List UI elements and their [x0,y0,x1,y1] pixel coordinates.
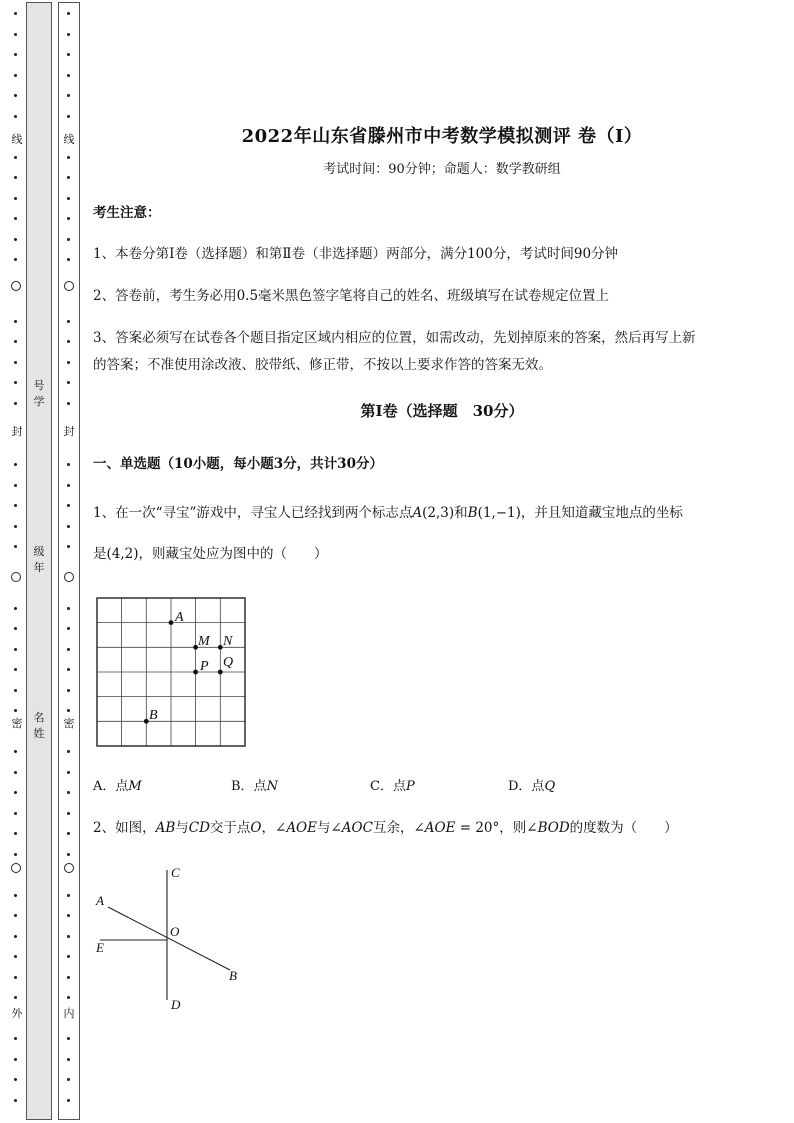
q1-text-post: ，并且知道藏宝地点的坐标 [520,505,683,521]
q1-option-a[interactable]: A．点M [93,779,142,794]
binding-dot [67,648,70,651]
binding-dot [67,709,70,712]
binding-dot [14,258,17,261]
binding-dot [14,525,17,528]
binding-circle [64,572,74,582]
binding-dot [67,238,70,241]
binding-circle [11,572,21,582]
binding-dot [67,791,70,794]
binding-dot [67,484,70,487]
binding-dot [67,94,70,97]
notice-item-1: 1、本卷分第I卷（选择题）和第Ⅱ卷（非选择题）两部分，满分100分，考试时间90分钟 [93,246,619,262]
binding-dot [14,197,17,200]
binding-dot [67,750,70,753]
binding-dot [14,53,17,56]
binding-dot [14,607,17,610]
binding-dot [67,832,70,835]
q1-coord-b: (1,−1) [477,505,521,521]
q1-option-c[interactable]: C．点P [370,779,415,794]
binding-dot [14,832,17,835]
binding-dot [67,955,70,958]
grid-point-n [218,645,223,650]
binding-dot [14,750,17,753]
binding-dot [67,217,70,220]
binding-dot [67,894,70,897]
binding-dot [14,894,17,897]
binding-dot [67,1037,70,1040]
q1-point-b: B [467,505,478,521]
binding-dot [14,627,17,630]
notice-item-2: 2、答卷前，考生务必用0.5毫米黑色签字笔将自己的姓名、班级填写在试卷规定位置上 [93,288,610,304]
binding-dot [67,320,70,323]
binding-dot [14,361,17,364]
binding-dot [14,812,17,815]
binding-dot [14,1078,17,1081]
binding-dot [14,935,17,938]
binding-dot [14,1037,17,1040]
binding-dot [14,340,17,343]
section-heading: 一、单选题（10小题，每小题3分，共计30分） [93,456,383,472]
binding-dot [14,12,17,15]
notice-item-3: 3、答案必须写在试卷各个题目指定区域内相应的位置，如需改动，先划掉原来的答案，然后再写上新 [93,330,696,346]
binding-dot [14,402,17,405]
binding-dot [67,525,70,528]
binding-dot [14,217,17,220]
binding-dot [67,853,70,856]
q2-angle-figure [90,860,250,1020]
binding-dot [67,668,70,671]
fig-label-c: C [171,865,180,880]
binding-dot [14,771,17,774]
q1-and: 和 [454,505,468,521]
grid-label-n: N [223,634,233,649]
exam-subtitle: 考试时间：90分钟；命题人：数学教研组 [323,162,561,177]
grid-label-b: B [149,708,158,723]
inner-char-xian: 线 [63,133,75,146]
binding-dot [14,1099,17,1102]
grid-point-b [144,719,149,724]
q1-text-pre: 1、在一次“寻宝”游戏中，寻宝人已经找到两个标志点 [93,505,413,521]
grid-point-p [193,670,198,675]
outer-char-feng: 封 [11,425,23,438]
binding-dot [67,197,70,200]
q1-coord-a: (2,3) [422,505,455,521]
outer-char-mi: 密 [11,717,23,730]
exam-title: 2022年山东省滕州市中考数学模拟测评 卷（Ⅰ） [241,126,643,147]
student-number-label: 号学 [33,379,45,408]
q1-point-a: A [412,505,423,521]
binding-dot [67,156,70,159]
q1-line-2: 是(4,2)，则藏宝处应为图中的（ ） [93,546,328,562]
inner-char-nei: 内 [63,1007,75,1020]
grid-label-p: P [200,659,209,674]
q2-text: 2、如图，AB与CD交于点O，∠AOE与∠AOC互余，∠AOE = 20°，则∠BOD的度数为（ ） [93,820,678,836]
binding-dot [67,402,70,405]
binding-dot [67,627,70,630]
binding-dot [67,340,70,343]
binding-dot [67,258,70,261]
q1-option-d[interactable]: D．点Q [508,779,556,794]
q1-grid-figure [96,597,248,749]
binding-dot [14,156,17,159]
q1-option-b[interactable]: B．点N [231,779,278,794]
binding-dot [67,976,70,979]
binding-dot [14,853,17,856]
binding-dot [14,709,17,712]
fig-label-a: A [96,893,104,908]
binding-dot [14,115,17,118]
outer-dot-column [10,0,22,1123]
binding-dot [14,320,17,323]
binding-dot [14,381,17,384]
notice-item-3-cont: 的答案；不准使用涂改液、胶带纸、修正带，不按以上要求作答的答案无效。 [93,357,552,373]
binding-circle [11,281,21,291]
binding-dot [67,1099,70,1102]
binding-dot [14,1058,17,1061]
fig-label-b: B [229,968,237,983]
binding-dot [14,668,17,671]
inner-char-mi: 密 [63,717,75,730]
binding-dot [67,689,70,692]
binding-dot [14,238,17,241]
binding-dot [14,33,17,36]
binding-dot [67,381,70,384]
binding-circle [64,281,74,291]
binding-dot [67,914,70,917]
name-label: 名姓 [33,711,45,740]
grid-label-m: M [198,634,210,649]
binding-dot [14,484,17,487]
binding-circle [64,863,74,873]
binding-dot [67,607,70,610]
binding-dot [67,361,70,364]
fig-label-o: O [170,924,180,939]
binding-dot [14,689,17,692]
binding-dot [67,33,70,36]
outer-char-wai: 外 [11,1007,23,1020]
binding-dot [14,74,17,77]
binding-dot [67,771,70,774]
fig-label-e: E [96,940,104,955]
binding-dot [14,955,17,958]
q1-line-1 [93,501,683,521]
binding-dot [67,463,70,466]
section-title: 第I卷（选择题 30分） [360,402,524,420]
binding-dot [14,176,17,179]
grid-label-q: Q [223,655,234,670]
binding-dot [14,545,17,548]
binding-dot [67,12,70,15]
outer-char-xian: 线 [11,133,23,146]
binding-dot [14,463,17,466]
binding-dot [67,545,70,548]
fig-label-d: D [171,997,181,1012]
line-ab [108,907,230,970]
binding-dot [67,115,70,118]
binding-dot [67,504,70,507]
binding-dot [14,976,17,979]
binding-dot [67,996,70,999]
binding-dot [14,914,17,917]
binding-dot [14,996,17,999]
grid-point-a [169,620,174,625]
binding-dot [67,53,70,56]
binding-dot [14,648,17,651]
binding-circle [11,863,21,873]
binding-dot [67,176,70,179]
grid-label-a: A [175,610,184,625]
binding-dot [67,935,70,938]
binding-dot [67,1078,70,1081]
grid-point-q [218,670,223,675]
notice-heading: 考生注意： [93,205,161,221]
binding-dot [67,74,70,77]
inner-dot-column [63,0,75,1123]
inner-char-feng: 封 [63,425,75,438]
binding-dot [14,791,17,794]
class-label: 级年 [33,545,45,574]
binding-dot [14,94,17,97]
binding-dot [67,812,70,815]
binding-dot [67,1058,70,1061]
binding-dot [14,504,17,507]
